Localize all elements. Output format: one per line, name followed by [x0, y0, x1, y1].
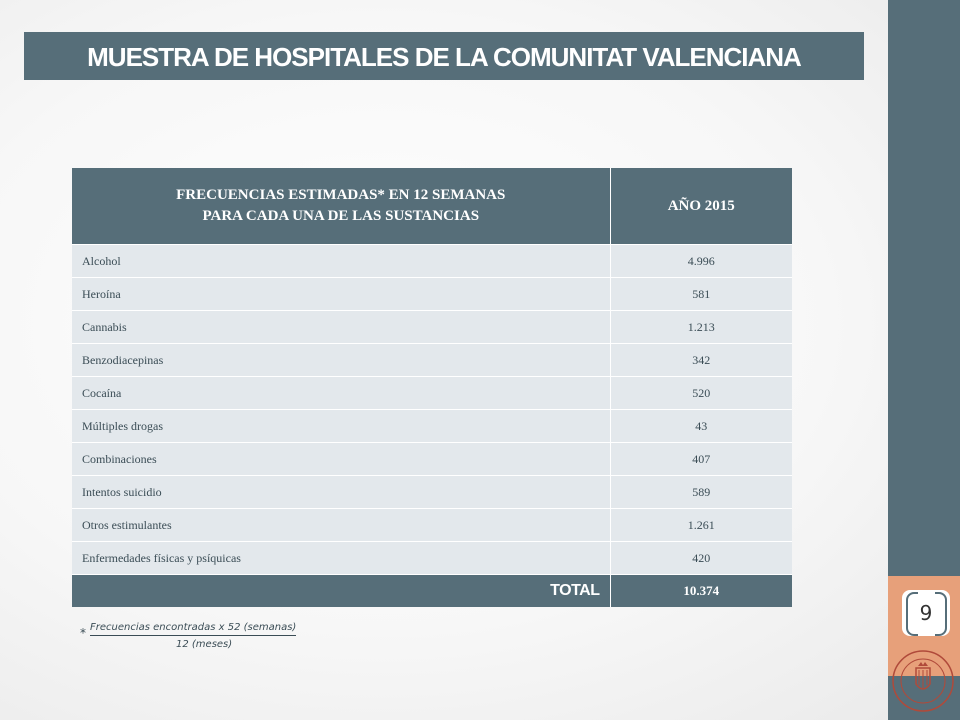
table-row — [72, 245, 792, 278]
total-label: TOTAL — [72, 575, 610, 608]
header-year: AÑO 2015 — [610, 168, 792, 245]
generalitat-valenciana-seal-icon — [890, 648, 956, 714]
row-value: 407 — [610, 443, 792, 476]
row-label: Heroína — [72, 278, 610, 311]
header-substances-line2: PARA CADA UNA DE LAS SUSTANCIAS — [202, 208, 480, 224]
page-number: 9 — [919, 601, 933, 625]
footnote-numerator: Frecuencias encontradas x 52 (semanas) — [90, 622, 296, 636]
row-value: 342 — [610, 344, 792, 377]
row-value: 43 — [610, 410, 792, 443]
header-substances — [72, 168, 610, 245]
table-row — [72, 410, 792, 443]
row-value: 1.213 — [610, 311, 792, 344]
row-label: Combinaciones — [72, 443, 610, 476]
table-row — [72, 278, 792, 311]
row-value: 420 — [610, 542, 792, 575]
table-row — [72, 476, 792, 509]
page-title: MUESTRA DE HOSPITALES DE LA COMUNITAT VALENCIANA — [87, 42, 801, 72]
table-row — [72, 377, 792, 410]
row-value: 4.996 — [610, 245, 792, 278]
table-row — [72, 311, 792, 344]
row-label: Cannabis — [72, 311, 610, 344]
footnote-denominator: 12 (meses) — [176, 639, 233, 650]
footnote-star: * — [80, 626, 86, 640]
table-total-row — [72, 575, 792, 608]
row-label: Cocaína — [72, 377, 610, 410]
table-row — [72, 509, 792, 542]
row-value: 1.261 — [610, 509, 792, 542]
row-label: Intentos suicidio — [72, 476, 610, 509]
row-label: Alcohol — [72, 245, 610, 278]
row-label: Múltiples drogas — [72, 410, 610, 443]
row-value: 520 — [610, 377, 792, 410]
row-value: 589 — [610, 476, 792, 509]
header-substances-line1: FRECUENCIAS ESTIMADAS* EN 12 SEMANAS — [176, 187, 506, 203]
frequencies-table — [72, 168, 792, 607]
footnote — [80, 618, 380, 654]
row-label: Enfermedades físicas y psíquicas — [72, 542, 610, 575]
row-value: 581 — [610, 278, 792, 311]
total-value: 10.374 — [610, 575, 792, 608]
row-label: Benzodiacepinas — [72, 344, 610, 377]
table-row — [72, 443, 792, 476]
table-row — [72, 542, 792, 575]
table-row — [72, 344, 792, 377]
row-label: Otros estimulantes — [72, 509, 610, 542]
table-header-row — [72, 168, 792, 245]
